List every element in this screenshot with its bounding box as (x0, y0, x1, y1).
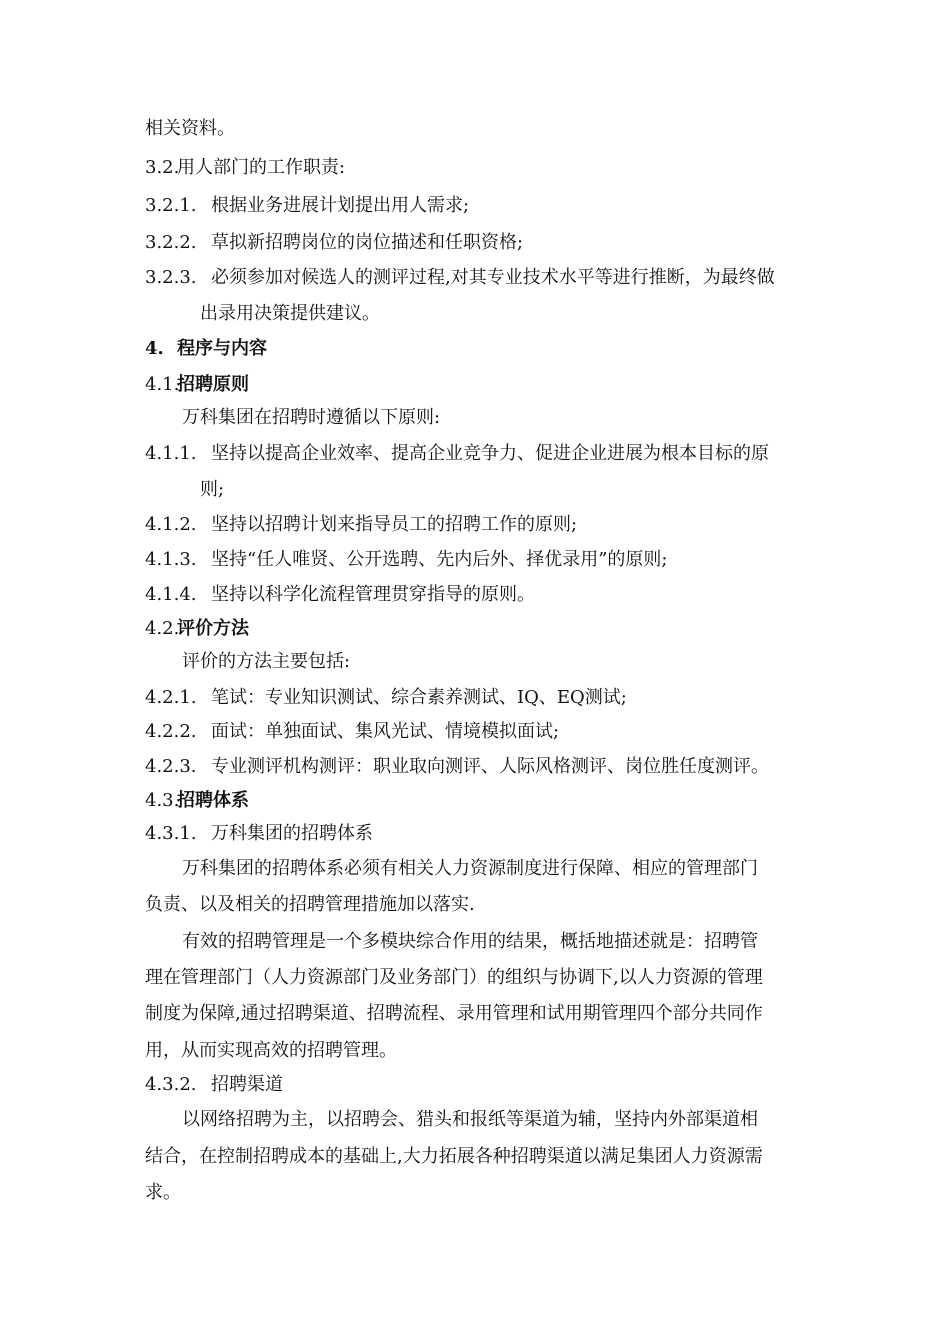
list-item (145, 231, 523, 255)
list-item-continuation (200, 478, 224, 502)
item-text: 坚持以提高企业效率、提高企业竞争力、促进企业进展为根本目标的原 (211, 443, 769, 464)
paragraph-line (145, 893, 475, 917)
list-item (145, 442, 769, 466)
line-text: 出录用决策提供建议。 (200, 303, 380, 324)
item-text: 根据业务进展计划提出用人需求; (211, 195, 470, 216)
list-item (145, 583, 535, 607)
list-item (145, 686, 627, 710)
item-number: 4.2.2. (145, 721, 197, 742)
section-heading (145, 617, 249, 641)
line-text: 理在管理部门（人力资源部门及业务部门）的组织与协调下,以人力资源的管理 (145, 967, 763, 988)
subsection-number: 4.3.1. (145, 823, 197, 844)
item-text: 笔试：专业知识测试、综合素养测试、IQ、EQ测试; (211, 687, 627, 708)
paragraph-line (145, 1002, 763, 1026)
line-text: 制度为保障,通过招聘渠道、招聘流程、录用管理和试用期管理四个部分共同作 (145, 1003, 763, 1024)
paragraph-line (182, 1108, 758, 1132)
list-item (145, 548, 667, 572)
chapter-number: 4. (145, 338, 164, 359)
section-number: 3.2. (145, 157, 180, 178)
paragraph-line (145, 1145, 763, 1169)
paragraph-line (145, 966, 763, 990)
section-title: 招聘原则 (177, 374, 249, 395)
item-text: 专业测评机构测评：职业取向测评、人际风格测评、岗位胜任度测评。 (211, 756, 769, 777)
line-text: 评价的方法主要包括: (182, 651, 351, 672)
section-title: 用人部门的工作职责: (177, 157, 346, 178)
list-item-continuation (200, 302, 380, 326)
section-number: 4.2. (145, 618, 180, 639)
item-number: 3.2.1. (145, 195, 197, 216)
subsection-number: 4.3.2. (145, 1074, 197, 1095)
chapter-heading (145, 337, 267, 361)
item-number: 4.2.1. (145, 687, 197, 708)
line-text: 万科集团在招聘时遵循以下原则: (182, 407, 441, 428)
item-text: 坚持“任人唯贤、公开选聘、先内后外、择优录用”的原则; (211, 549, 668, 570)
section-heading (145, 789, 249, 813)
section-title: 招聘体系 (177, 790, 249, 811)
line-text: 则; (200, 479, 225, 500)
paragraph-line (182, 857, 758, 881)
item-number: 4.1.2. (145, 514, 197, 535)
section-number: 4.1. (145, 374, 180, 395)
subsection-heading (145, 1073, 283, 1097)
item-text: 必须参加对候选人的测评过程,对其专业技术水平等进行推断，为最终做 (211, 267, 775, 288)
chapter-title: 程序与内容 (177, 338, 267, 359)
section-heading (145, 373, 249, 397)
line-text: 有效的招聘管理是一个多模块综合作用的结果，概括地描述就是：招聘管 (182, 931, 758, 952)
list-item (145, 720, 559, 744)
line-text: 用，从而实现高效的招聘管理。 (145, 1040, 397, 1061)
subsection-heading (145, 822, 373, 846)
section-heading (145, 156, 345, 180)
line-text: 求。 (145, 1182, 181, 1203)
line-text: 负责、以及相关的招聘管理措施加以落实. (145, 894, 475, 915)
item-number: 3.2.2. (145, 232, 197, 253)
item-number: 4.1.4. (145, 584, 197, 605)
item-number: 3.2.3. (145, 267, 197, 288)
item-number: 4.2.3. (145, 756, 197, 777)
line-text: 以网络招聘为主，以招聘会、猎头和报纸等渠道为辅，坚持内外部渠道相 (182, 1109, 758, 1130)
item-number: 4.1.1. (145, 443, 197, 464)
subsection-title: 招聘渠道 (211, 1074, 283, 1095)
paragraph-line (182, 930, 758, 954)
list-item (145, 513, 577, 537)
list-item (145, 266, 775, 290)
line-text: 结合，在控制招聘成本的基础上,大力拓展各种招聘渠道以满足集团人力资源需 (145, 1146, 763, 1167)
item-number: 4.1.3. (145, 549, 197, 570)
item-text: 草拟新招聘岗位的岗位描述和任职资格; (211, 232, 524, 253)
paragraph-line (145, 117, 235, 141)
list-item (145, 194, 469, 218)
line-text: 相关资料。 (145, 118, 235, 139)
paragraph-line (145, 1181, 181, 1205)
line-text: 万科集团的招聘体系必须有相关人力资源制度进行保障、相应的管理部门 (182, 858, 758, 879)
list-item (145, 755, 769, 779)
item-text: 坚持以科学化流程管理贯穿指导的原则。 (211, 584, 535, 605)
paragraph-line (145, 1039, 397, 1063)
section-title: 评价方法 (177, 618, 249, 639)
paragraph-line (182, 650, 350, 674)
subsection-title: 万科集团的招聘体系 (211, 823, 373, 844)
item-text: 坚持以招聘计划来指导员工的招聘工作的原则; (211, 514, 578, 535)
item-text: 面试：单独面试、集风光试、情境模拟面试; (211, 721, 560, 742)
paragraph-line (182, 406, 440, 430)
section-number: 4.3. (145, 790, 180, 811)
